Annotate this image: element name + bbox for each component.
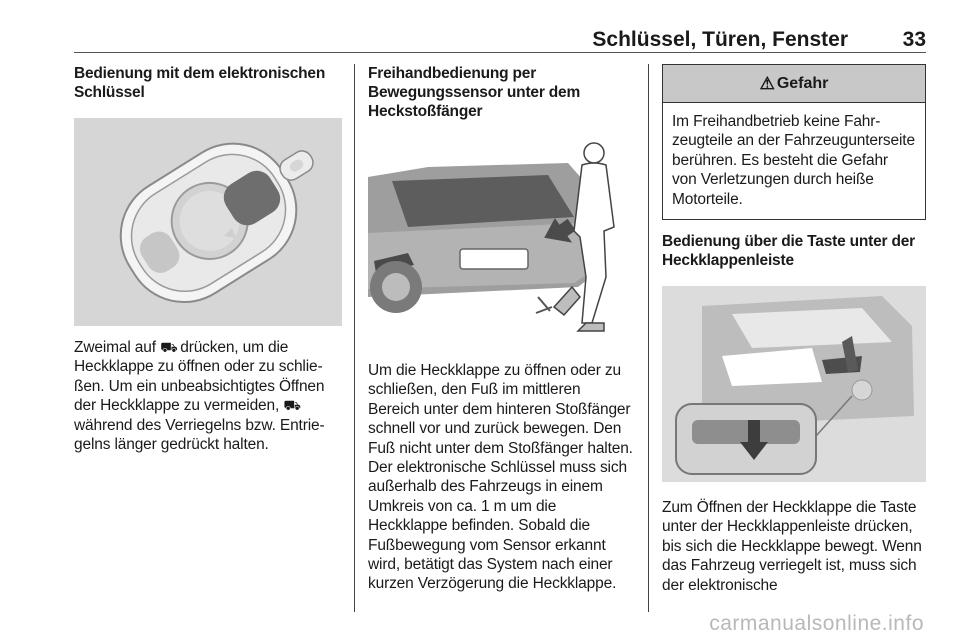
page-number: 33	[902, 28, 926, 51]
running-title: Schlüssel, Türen, Fenster	[592, 28, 848, 51]
tailgate-icon: ⛟	[160, 339, 178, 355]
warning-triangle-icon: ⚠	[759, 73, 775, 93]
column-3	[662, 64, 926, 595]
key-paragraph: Zweimal auf ⛟ drücken, um die Heckklappe zu öffnen oder zu schließen. Um ein unbeabsichtigtes Öffnen der Heckklappe zu vermeiden, ⛟ während des Verriegelns bzw. Entriegelns länger gedrückt halten.	[74, 339, 325, 454]
tailgate-button-figure	[662, 286, 926, 482]
page-header	[74, 28, 926, 52]
watermark: carmanualsonline.info	[709, 612, 924, 635]
key-fob-figure	[74, 118, 342, 326]
column-divider-1	[354, 64, 355, 612]
danger-header: ⚠ Gefahr	[663, 65, 925, 103]
danger-text: Im Freihandbetrieb keine Fahrzeugteile an der Fahrzeugunterseite berühren. Es besteht die Gefahr von Verletzungen durch heiße Motorteile.	[672, 113, 915, 208]
tailgate-button-icon	[662, 286, 926, 482]
button-paragraph: Zum Öffnen der Heckklappe die Taste unter der Heckklappenleiste drücken, bis sich die Heckklappe bewegt. Wenn das Fahrzeug verriegelt ist, muss sich der elektronische	[662, 499, 922, 594]
foot-gesture-icon	[368, 137, 636, 343]
column-1	[74, 64, 342, 454]
header-rule	[74, 52, 926, 53]
key-fob-icon	[74, 118, 342, 326]
section-heading-key: Bedienung mit dem elektronischen Schlüssel	[74, 65, 326, 101]
tailgate-icon: ⛟	[283, 397, 301, 414]
danger-box	[662, 64, 926, 220]
section-heading-hands-free: Freihandbedienung per Bewegungssensor unter dem Heckstoßfänger	[368, 65, 581, 120]
hands-free-paragraph: Um die Heckklappe zu öffnen oder zu schließen, den Fuß im mittleren Bereich unter dem hinteren Stoßfänger schnell vor und zurück bewegen. Den Fuß nicht unter dem Stoßfänger halten. Der elektronische Schlüssel muss sich außerhalb des Fahrzeugs in einem Umkreis von ca. 1 m um die Heckklappe befinden. Sobald die Fußbewegung vom Sensor erkannt wird, betätigt das System nach einer kurzen Verzögerung die Heckklappe.	[368, 362, 633, 593]
column-2	[368, 64, 636, 594]
foot-gesture-figure	[368, 137, 636, 343]
column-divider-2	[648, 64, 649, 612]
section-heading-button: Bedienung über die Taste unter der Heckklappenleiste	[662, 233, 916, 270]
